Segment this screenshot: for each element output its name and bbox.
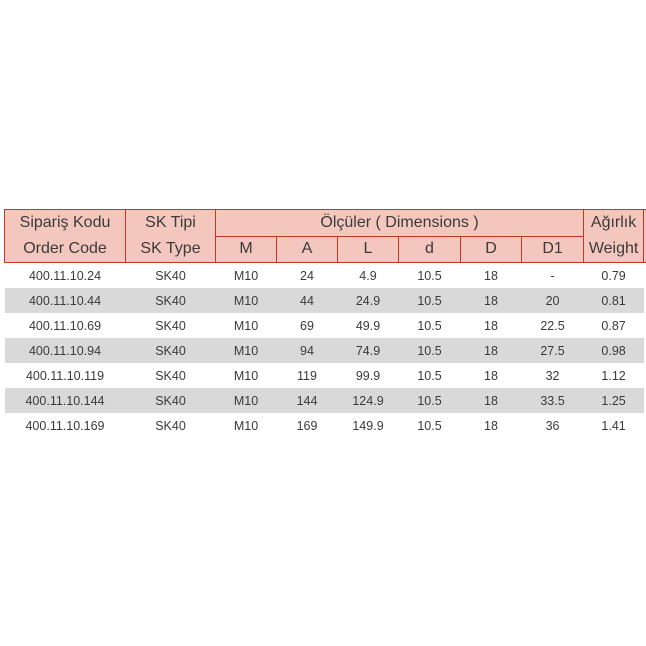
order-code-cell: 400.11.10.169 xyxy=(25,418,105,433)
table-body xyxy=(5,263,646,439)
weight-header-tr: Ağırlık xyxy=(590,214,637,231)
big-d-cell: 18 xyxy=(484,418,498,433)
sk-type-cell: SK40 xyxy=(126,338,216,363)
table-row xyxy=(5,338,646,363)
order-code-cell: 400.11.10.119 xyxy=(25,368,105,383)
d1-cell: 32 xyxy=(545,368,560,383)
m-cell: M10 xyxy=(233,268,259,283)
product-dimensions-table xyxy=(4,209,646,438)
table-row xyxy=(5,313,646,338)
l-cell: 4.9 xyxy=(359,268,377,283)
table-header xyxy=(5,210,646,263)
weight-cell: 0.98 xyxy=(584,338,644,363)
d-cell: 10.5 xyxy=(417,418,442,433)
a-cell: 44 xyxy=(277,288,338,313)
order-code-cell: 400.11.10.144 xyxy=(5,388,126,413)
a-cell: 94 xyxy=(277,338,338,363)
header-row-top xyxy=(5,210,646,237)
l-cell: 149.9 xyxy=(352,418,384,433)
d1-cell: 22.5 xyxy=(540,318,565,333)
order-code-header-en: Order Code xyxy=(23,240,107,257)
a-cell: 169 xyxy=(296,418,318,433)
l-cell: 124.9 xyxy=(338,388,399,413)
d1-cell: 33.5 xyxy=(522,388,584,413)
weight-cell: 0.79 xyxy=(601,268,626,283)
dimensions-header: Ölçüler ( Dimensions ) xyxy=(216,210,584,237)
d1-cell: 36 xyxy=(545,418,560,433)
d-cell: 10.5 xyxy=(399,388,461,413)
l-cell: 49.9 xyxy=(355,318,381,333)
m-cell: M10 xyxy=(216,288,277,313)
sk-type-cell: SK40 xyxy=(126,388,216,413)
l-cell: 24.9 xyxy=(338,288,399,313)
d-cell: 10.5 xyxy=(417,368,442,383)
col-header-big-d: D xyxy=(461,236,522,263)
d1-cell: 27.5 xyxy=(522,338,584,363)
weight-cell: 1.12 xyxy=(601,368,626,383)
big-d-cell: 18 xyxy=(461,338,522,363)
order-code-cell: 400.11.10.69 xyxy=(28,318,102,333)
d1-cell: - xyxy=(550,268,555,283)
order-code-cell: 400.11.10.44 xyxy=(5,288,126,313)
d-cell: 10.5 xyxy=(417,318,442,333)
order-code-header xyxy=(5,210,126,263)
l-cell: 99.9 xyxy=(355,368,381,383)
d1-cell: 20 xyxy=(522,288,584,313)
l-cell: 74.9 xyxy=(338,338,399,363)
weight-cell: 0.81 xyxy=(584,288,644,313)
col-header-d1: D1 xyxy=(522,236,584,263)
product-table-container xyxy=(4,209,646,438)
col-header-a: A xyxy=(277,236,338,263)
weight-cell: 1.41 xyxy=(601,418,626,433)
col-header-d: d xyxy=(399,236,461,263)
weight-cell: 1.25 xyxy=(584,388,644,413)
table-row xyxy=(5,263,646,289)
big-d-cell: 18 xyxy=(484,268,498,283)
sk-type-header xyxy=(126,210,216,263)
m-cell: M10 xyxy=(216,338,277,363)
table-row xyxy=(5,388,646,413)
table-row xyxy=(5,363,646,388)
a-cell: 119 xyxy=(297,368,317,383)
d-cell: 10.5 xyxy=(417,268,442,283)
sk-type-header-en: SK Type xyxy=(140,240,201,257)
sk-type-cell: SK40 xyxy=(126,288,216,313)
sk-type-header-tr: SK Tipi xyxy=(145,214,196,231)
d-cell: 10.5 xyxy=(399,288,461,313)
col-header-m: M xyxy=(216,236,277,263)
order-code-cell: 400.11.10.24 xyxy=(28,268,102,283)
big-d-cell: 18 xyxy=(461,388,522,413)
weight-header xyxy=(584,210,644,263)
a-cell: 144 xyxy=(277,388,338,413)
table-row xyxy=(5,288,646,313)
col-header-l: L xyxy=(338,236,399,263)
m-cell: M10 xyxy=(233,418,259,433)
big-d-cell: 18 xyxy=(461,288,522,313)
d-cell: 10.5 xyxy=(399,338,461,363)
weight-header-en: Weight xyxy=(588,240,639,257)
big-d-cell: 18 xyxy=(484,318,498,333)
m-cell: M10 xyxy=(233,368,259,383)
sk-type-cell: SK40 xyxy=(155,418,186,433)
sk-type-cell: SK40 xyxy=(155,318,186,333)
m-cell: M10 xyxy=(216,388,277,413)
m-cell: M10 xyxy=(233,318,259,333)
big-d-cell: 18 xyxy=(484,368,498,383)
sk-type-cell: SK40 xyxy=(155,268,186,283)
sk-type-cell: SK40 xyxy=(155,368,186,383)
a-cell: 69 xyxy=(300,318,314,333)
a-cell: 24 xyxy=(300,268,314,283)
order-code-header-tr: Sipariş Kodu xyxy=(19,214,111,231)
weight-cell: 0.87 xyxy=(601,318,626,333)
order-code-cell: 400.11.10.94 xyxy=(5,338,126,363)
table-row xyxy=(5,413,646,438)
